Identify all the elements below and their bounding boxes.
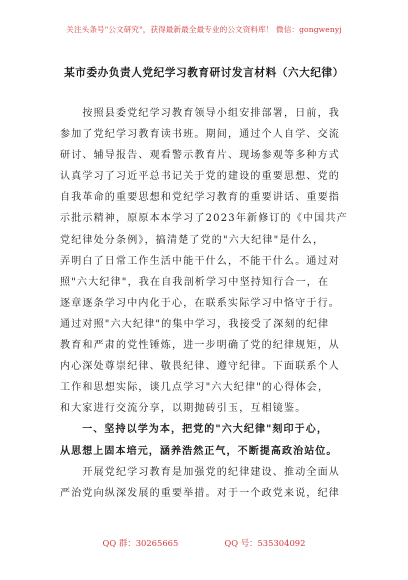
body-line: 党纪律处分条例》，搞清楚了党的"六大纪律"是什么， bbox=[60, 234, 325, 246]
document-body bbox=[60, 103, 350, 504]
qq-group-text: QQ 群：30265665 bbox=[102, 538, 179, 548]
body-line: 按照县委党纪学习教育领导小组安排部署，日前，我 bbox=[60, 108, 340, 119]
body-line: 照"六大纪律"，我在自我剖析学习中坚持知行合一，在 bbox=[60, 276, 330, 288]
body-line: 参加了党纪学习教育读书班。期间，通过个人自学、交流 bbox=[60, 129, 340, 141]
footer-contact bbox=[0, 537, 408, 549]
body-line: 工作和思想实际，谈几点学习"六大纪律"的心得体会， bbox=[60, 382, 330, 394]
section-heading-line: 一、坚持以学为本，把党的"六大纪律"刻印于心， bbox=[60, 424, 328, 436]
body-line: 通过对照"六大纪律"的集中学习，我接受了深刻的纪律 bbox=[60, 318, 330, 330]
body-line: 示批示精神，原原本本学习了2023年新修订的《中国共产 bbox=[60, 213, 348, 225]
body-line: 弄明白了日常工作生活中能干什么，不能干什么。通过对 bbox=[60, 255, 340, 267]
body-line: 内心深处尊崇纪律、敬畏纪律、遵守纪律。下面联系个人 bbox=[60, 361, 340, 373]
qq-number-text: QQ 号：535304092 bbox=[224, 538, 306, 548]
section-heading-line: 从思想上固本培元，涵养浩然正气，不断提高政治站位。 bbox=[60, 445, 338, 457]
body-line: 自我革命的重要思想和党纪学习教育的重要讲话、重要指 bbox=[60, 192, 340, 204]
document-title: 某市委办负责人党纪学习教育研讨发言材料（六大纪律） bbox=[64, 67, 344, 79]
body-line: 研讨、辅导报告、观看警示教育片、现场参观等多种方式 bbox=[60, 150, 340, 162]
body-line: 严治党向纵深发展的重要举措。对于一个政党来说，纪律 bbox=[60, 487, 340, 499]
header-promo-banner: 关注头条号"公文研究"，获得最新最全最专业的公文资料库！ 微信：gongwenyj bbox=[66, 25, 342, 34]
body-line: 逐章逐条学习中内化于心，在联系实际学习中恪守于行。 bbox=[60, 297, 340, 309]
body-line: 认真学习了习近平总书记关于党的建设的重要思想、党的 bbox=[60, 171, 340, 183]
body-line: 开展党纪学习教育是加强党的纪律建设、推动全面从 bbox=[60, 466, 340, 478]
body-line: 教育和严肃的党性锤炼，进一步明确了党的纪律规矩，从 bbox=[60, 340, 340, 352]
body-line: 和大家进行交流分享，以期抛砖引玉，互相镜鉴。 bbox=[60, 403, 307, 415]
